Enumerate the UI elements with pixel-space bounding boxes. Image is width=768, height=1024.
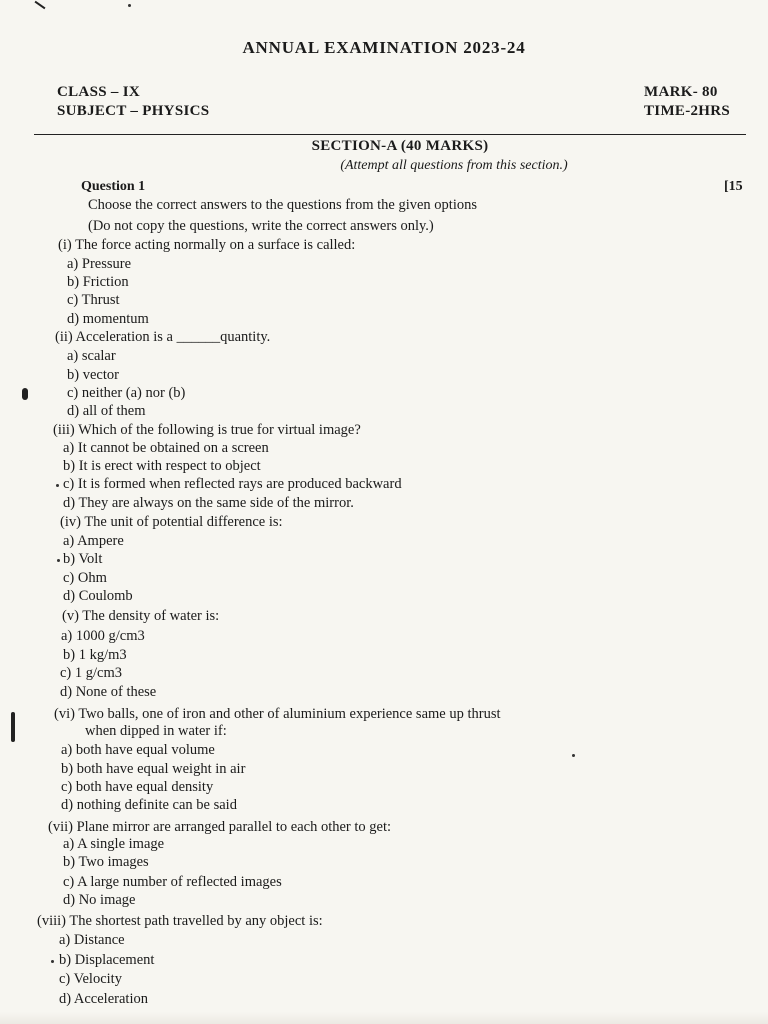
option: c) It is formed when reflected rays are produced backward: [63, 476, 402, 492]
option: a) It cannot be obtained on a screen: [63, 440, 269, 456]
question-iv: [60, 513, 283, 531]
page-bottom-edge: [0, 1012, 768, 1024]
subject-label: SUBJECT – PHYSICS: [57, 103, 210, 119]
option: c) neither (a) nor (b): [67, 385, 186, 401]
question-prefix: (ii): [55, 329, 73, 345]
question-text: Which of the following is true for virtual image?: [78, 422, 361, 438]
question-prefix: (vi): [54, 706, 75, 722]
question-prefix: (iii): [53, 422, 75, 438]
option: b) Volt: [63, 551, 103, 567]
question-vii: [48, 818, 391, 836]
exam-title: ANNUAL EXAMINATION 2023-24: [242, 38, 526, 57]
question-text: Plane mirror are arranged parallel to each other to get:: [76, 819, 392, 835]
question-v: [62, 607, 219, 625]
option: d) Acceleration: [59, 991, 148, 1007]
option: d) None of these: [60, 684, 157, 700]
option: b) Friction: [67, 274, 129, 290]
header-divider: [34, 134, 746, 135]
option: d) momentum: [67, 311, 149, 327]
time-label: TIME-2HRS: [644, 103, 731, 119]
option: b) both have equal weight in air: [61, 761, 246, 777]
option: c) Velocity: [59, 971, 122, 987]
instruction-line-1: Choose the correct answers to the questions from the given options: [88, 197, 478, 213]
class-label: CLASS – IX: [57, 84, 141, 100]
scan-speck: [56, 484, 59, 487]
scan-speck: [572, 754, 575, 757]
option: b) It is erect with respect to object: [63, 458, 261, 474]
option: c) A large number of reflected images: [63, 874, 282, 890]
question-text: The force acting normally on a surface is called:: [75, 237, 356, 253]
margin-mark: [22, 388, 28, 400]
scan-speck: [51, 960, 54, 963]
question-vi-continuation: when dipped in water if:: [85, 723, 227, 739]
question-1-label: Question 1: [81, 179, 146, 194]
margin-mark: [11, 712, 15, 742]
option: a) both have equal volume: [61, 742, 215, 758]
option: d) No image: [63, 892, 136, 908]
question-text: The density of water is:: [82, 608, 220, 624]
question-text: The unit of potential difference is:: [84, 514, 283, 530]
mark-label: MARK- 80: [644, 84, 718, 100]
question-prefix: (v): [62, 608, 79, 624]
question-vi: [54, 705, 501, 723]
question-text: Two balls, one of iron and other of aluminium experience same up thrust: [78, 706, 501, 722]
option: b) vector: [67, 367, 119, 383]
option: a) Pressure: [67, 256, 132, 272]
question-prefix: (vii): [48, 819, 73, 835]
scan-speck: [128, 4, 131, 7]
option: b) Displacement: [59, 952, 155, 968]
question-prefix: (iv): [60, 514, 81, 530]
option: a) scalar: [67, 348, 116, 364]
instruction-line-2: (Do not copy the questions, write the correct answers only.): [88, 218, 434, 234]
option: c) both have equal density: [61, 779, 214, 795]
option: c) Ohm: [63, 570, 107, 586]
question-1-marks: [15: [724, 179, 743, 194]
question-i: [58, 236, 355, 254]
option: a) 1000 g/cm3: [61, 628, 145, 644]
section-note: (Attempt all questions from this section.): [340, 158, 568, 173]
option: d) all of them: [67, 403, 146, 419]
option: b) 1 kg/m3: [63, 647, 127, 663]
question-text: Acceleration is a ______quantity.: [75, 329, 271, 345]
option: c) 1 g/cm3: [60, 665, 123, 681]
option: a) Distance: [59, 932, 125, 948]
question-prefix: (viii): [37, 913, 66, 929]
option: d) nothing definite can be said: [61, 797, 237, 813]
question-viii: [37, 912, 323, 930]
question-prefix: (i): [58, 237, 72, 253]
question-text: The shortest path travelled by any object is:: [69, 913, 323, 929]
pen-mark: [35, 1, 46, 10]
option: c) Thrust: [67, 292, 120, 308]
option: a) Ampere: [63, 533, 124, 549]
question-iii: [53, 421, 361, 439]
option: d) They are always on the same side of the mirror.: [63, 495, 354, 511]
section-heading: SECTION-A (40 MARKS): [311, 138, 489, 154]
option: d) Coulomb: [63, 588, 133, 604]
scan-speck: [57, 559, 60, 562]
question-ii: [55, 328, 270, 346]
option: a) A single image: [63, 836, 165, 852]
option: b) Two images: [63, 854, 149, 870]
